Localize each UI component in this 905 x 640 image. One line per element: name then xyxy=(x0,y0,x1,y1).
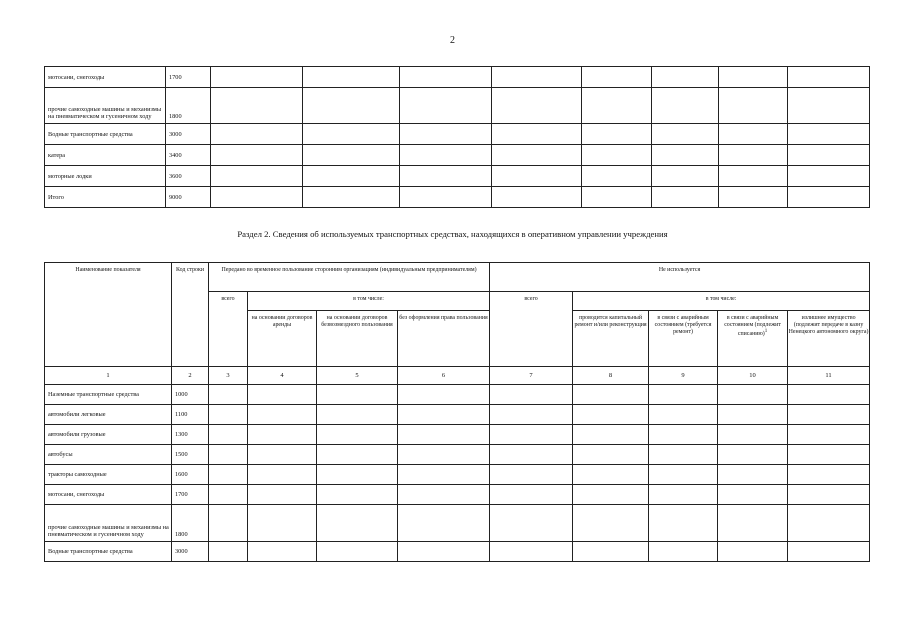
header-including: в том числе: xyxy=(573,292,870,311)
table-cell[interactable] xyxy=(400,166,492,187)
table-cell[interactable] xyxy=(317,485,398,505)
table-row xyxy=(45,124,870,145)
table-cell[interactable] xyxy=(317,542,398,562)
column-number: 7 xyxy=(490,367,573,385)
row-code: 1600 xyxy=(172,465,209,485)
row-name: Водные транспортные средства xyxy=(45,542,172,562)
table-cell[interactable] xyxy=(398,405,490,425)
header-emergency-writeoff-text: в связи с аварийным состоянием (подлежит списанию) xyxy=(724,315,781,338)
table-cell[interactable] xyxy=(788,405,870,425)
table-cell[interactable] xyxy=(649,445,718,465)
table-cell[interactable] xyxy=(788,88,870,124)
table-cell[interactable] xyxy=(400,187,492,208)
table-cell[interactable] xyxy=(649,425,718,445)
table-cell[interactable] xyxy=(317,465,398,485)
table-cell[interactable] xyxy=(652,67,719,88)
table-cell[interactable] xyxy=(492,145,582,166)
table-cell[interactable] xyxy=(719,145,788,166)
table-cell[interactable] xyxy=(788,445,870,465)
table-cell[interactable] xyxy=(719,124,788,145)
table-cell[interactable] xyxy=(211,145,303,166)
row-name: автобусы xyxy=(45,445,172,465)
column-number: 8 xyxy=(573,367,649,385)
table-row xyxy=(45,445,870,465)
table-cell[interactable] xyxy=(718,445,788,465)
table-cell[interactable] xyxy=(248,425,317,445)
table-cell[interactable] xyxy=(490,425,573,445)
table-cell[interactable] xyxy=(211,187,303,208)
table-cell[interactable] xyxy=(582,67,652,88)
column-number: 1 xyxy=(45,367,172,385)
table-cell[interactable] xyxy=(303,145,400,166)
table-cell[interactable] xyxy=(719,88,788,124)
row-name: Наземные транспортные средства xyxy=(45,385,172,405)
table-cell[interactable] xyxy=(582,187,652,208)
header-indicator: Наименование показателя xyxy=(45,263,172,367)
table-cell[interactable] xyxy=(400,124,492,145)
table-cell[interactable] xyxy=(788,187,870,208)
table-cell[interactable] xyxy=(490,405,573,425)
row-name: прочие самоходные машины и механизмы на пневматическом и гусеничном ходу xyxy=(45,505,172,542)
table-cell[interactable] xyxy=(303,67,400,88)
table-cell[interactable] xyxy=(649,465,718,485)
table-cell[interactable] xyxy=(573,445,649,465)
table-cell[interactable] xyxy=(398,485,490,505)
table-cell[interactable] xyxy=(719,166,788,187)
table-cell[interactable] xyxy=(492,166,582,187)
table-cell[interactable] xyxy=(652,166,719,187)
row-name: мотосани, снегоходы xyxy=(45,67,166,88)
table-cell[interactable] xyxy=(248,505,317,542)
column-number: 3 xyxy=(209,367,248,385)
table-cell[interactable] xyxy=(398,425,490,445)
table-cell[interactable] xyxy=(649,385,718,405)
table-cell[interactable] xyxy=(652,145,719,166)
column-number: 6 xyxy=(398,367,490,385)
table-cell[interactable] xyxy=(209,405,248,425)
table-cell[interactable] xyxy=(398,542,490,562)
table-cell[interactable] xyxy=(649,405,718,425)
table-cell[interactable] xyxy=(248,485,317,505)
table-row xyxy=(45,187,870,208)
section-title: Раздел 2. Сведения об используемых транспортных средствах, находящихся в оперативном управлении учреждения xyxy=(237,229,668,239)
table-cell[interactable] xyxy=(718,405,788,425)
table-cell[interactable] xyxy=(400,145,492,166)
footnote-marker: 1 xyxy=(764,329,768,335)
column-number: 4 xyxy=(248,367,317,385)
table-cell[interactable] xyxy=(652,187,719,208)
column-number: 5 xyxy=(317,367,398,385)
column-number: 2 xyxy=(172,367,209,385)
table-cell[interactable] xyxy=(490,385,573,405)
table-cell[interactable] xyxy=(490,445,573,465)
section2-table xyxy=(44,262,870,562)
table-cell[interactable] xyxy=(788,485,870,505)
header-including: в том числе: xyxy=(248,292,490,311)
table-cell[interactable] xyxy=(649,505,718,542)
table-cell[interactable] xyxy=(248,542,317,562)
table-row xyxy=(45,465,870,485)
header-repair: проводится капитальный ремонт и/или реконструкция xyxy=(573,311,649,367)
table-cell[interactable] xyxy=(492,88,582,124)
table-cell[interactable] xyxy=(492,124,582,145)
table-cell[interactable] xyxy=(303,166,400,187)
table-cell[interactable] xyxy=(248,465,317,485)
table-cell[interactable] xyxy=(209,465,248,485)
table-cell[interactable] xyxy=(573,485,649,505)
table-cell[interactable] xyxy=(573,542,649,562)
table-cell[interactable] xyxy=(719,67,788,88)
table-cell[interactable] xyxy=(573,425,649,445)
row-name: автомобили грузовые xyxy=(45,425,172,445)
row-code: 3400 xyxy=(166,145,211,166)
table-cell[interactable] xyxy=(209,385,248,405)
table-cell[interactable] xyxy=(398,465,490,485)
table-cell[interactable] xyxy=(248,385,317,405)
table-row xyxy=(45,166,870,187)
table-cell[interactable] xyxy=(652,124,719,145)
table-cell[interactable] xyxy=(317,425,398,445)
table-cell[interactable] xyxy=(317,445,398,465)
table-cell[interactable] xyxy=(317,405,398,425)
row-code: 1000 xyxy=(172,385,209,405)
table-cell[interactable] xyxy=(582,145,652,166)
row-code: 3000 xyxy=(166,124,211,145)
column-number: 9 xyxy=(649,367,718,385)
table-cell[interactable] xyxy=(209,485,248,505)
row-code: 1700 xyxy=(172,485,209,505)
row-name: моторные лодки xyxy=(45,166,166,187)
column-number: 11 xyxy=(788,367,870,385)
table-cell[interactable] xyxy=(788,465,870,485)
header-free-use: на основании договоров безвозмездного пользования xyxy=(317,311,398,367)
column-numbers-row xyxy=(45,367,870,385)
table-cell[interactable] xyxy=(718,542,788,562)
row-code: 1300 xyxy=(172,425,209,445)
table-cell[interactable] xyxy=(788,124,870,145)
table-cell[interactable] xyxy=(490,485,573,505)
row-code: 1500 xyxy=(172,445,209,465)
table-cell[interactable] xyxy=(400,88,492,124)
row-code: 1700 xyxy=(166,67,211,88)
row-name: прочие самоходные машины и механизмы на пневматическом и гусеничном ходу xyxy=(45,88,166,124)
table-cell[interactable] xyxy=(582,166,652,187)
table-cell[interactable] xyxy=(718,385,788,405)
table-cell[interactable] xyxy=(248,445,317,465)
table-row xyxy=(45,505,870,542)
header-emergency: в связи с аварийным состоянием (требуется ремонт) xyxy=(649,311,718,367)
table-row xyxy=(45,88,870,124)
table-row xyxy=(45,145,870,166)
table-cell[interactable] xyxy=(573,405,649,425)
row-name: Итого xyxy=(45,187,166,208)
table-cell[interactable] xyxy=(718,425,788,445)
row-code: 1800 xyxy=(166,88,211,124)
table-cell[interactable] xyxy=(303,124,400,145)
table-cell[interactable] xyxy=(492,187,582,208)
table-cell[interactable] xyxy=(718,465,788,485)
table-row xyxy=(45,425,870,445)
table-cell[interactable] xyxy=(788,385,870,405)
table-cell[interactable] xyxy=(248,405,317,425)
table-cell[interactable] xyxy=(492,67,582,88)
header-surplus: излишнее имущество (подлежит передаче в казну Ненецкого автономного округа) xyxy=(788,311,870,367)
table-cell[interactable] xyxy=(573,465,649,485)
page-number: 2 xyxy=(450,35,455,46)
table-cell[interactable] xyxy=(718,505,788,542)
table-cell[interactable] xyxy=(490,505,573,542)
table-cell[interactable] xyxy=(490,465,573,485)
table-row xyxy=(45,542,870,562)
header-emergency-writeoff xyxy=(718,311,788,367)
table-cell[interactable] xyxy=(649,485,718,505)
table-cell[interactable] xyxy=(788,425,870,445)
table-cell[interactable] xyxy=(211,166,303,187)
table-cell[interactable] xyxy=(303,88,400,124)
table-cell[interactable] xyxy=(317,505,398,542)
table-cell[interactable] xyxy=(788,166,870,187)
table-cell[interactable] xyxy=(719,187,788,208)
table-cell[interactable] xyxy=(582,88,652,124)
table-cell[interactable] xyxy=(788,542,870,562)
table-row xyxy=(45,67,870,88)
table-cell[interactable] xyxy=(582,124,652,145)
row-name: автомобили легковые xyxy=(45,405,172,425)
table-cell[interactable] xyxy=(398,385,490,405)
table-cell[interactable] xyxy=(398,445,490,465)
table-cell[interactable] xyxy=(490,542,573,562)
table-cell[interactable] xyxy=(398,505,490,542)
table-cell[interactable] xyxy=(303,187,400,208)
table-cell[interactable] xyxy=(718,485,788,505)
table-cell[interactable] xyxy=(788,505,870,542)
continuation-table xyxy=(44,66,870,208)
table-cell[interactable] xyxy=(652,88,719,124)
header-row xyxy=(45,263,870,292)
table-cell[interactable] xyxy=(209,445,248,465)
table-cell[interactable] xyxy=(400,67,492,88)
row-name: Водные транспортные средства xyxy=(45,124,166,145)
table-cell[interactable] xyxy=(317,385,398,405)
table-cell[interactable] xyxy=(209,505,248,542)
table-cell[interactable] xyxy=(649,542,718,562)
header-transferred: Передано во временное пользование сторонним организациям (индивидуальным предпринимателям) xyxy=(209,263,490,292)
row-code: 9000 xyxy=(166,187,211,208)
header-lease: на основании договоров аренды xyxy=(248,311,317,367)
row-name: катера xyxy=(45,145,166,166)
row-code: 3000 xyxy=(172,542,209,562)
table-cell[interactable] xyxy=(788,145,870,166)
row-code: 1800 xyxy=(172,505,209,542)
table-cell[interactable] xyxy=(573,385,649,405)
header-total: всего xyxy=(490,292,573,367)
table-cell[interactable] xyxy=(211,88,303,124)
header-not-used: Не используется xyxy=(490,263,870,292)
header-total: всего xyxy=(209,292,248,367)
table-cell[interactable] xyxy=(211,124,303,145)
table-cell[interactable] xyxy=(573,505,649,542)
table-row xyxy=(45,385,870,405)
table-cell[interactable] xyxy=(211,67,303,88)
column-number: 10 xyxy=(718,367,788,385)
table-cell[interactable] xyxy=(209,542,248,562)
table-cell[interactable] xyxy=(788,67,870,88)
table-cell[interactable] xyxy=(209,425,248,445)
table-row xyxy=(45,405,870,425)
row-name: мотосани, снегоходы xyxy=(45,485,172,505)
row-code: 3600 xyxy=(166,166,211,187)
row-code: 1100 xyxy=(172,405,209,425)
row-name: тракторы самоходные xyxy=(45,465,172,485)
header-no-rights: без оформления права пользования xyxy=(398,311,490,367)
header-code: Код строки xyxy=(172,263,209,367)
table-row xyxy=(45,485,870,505)
